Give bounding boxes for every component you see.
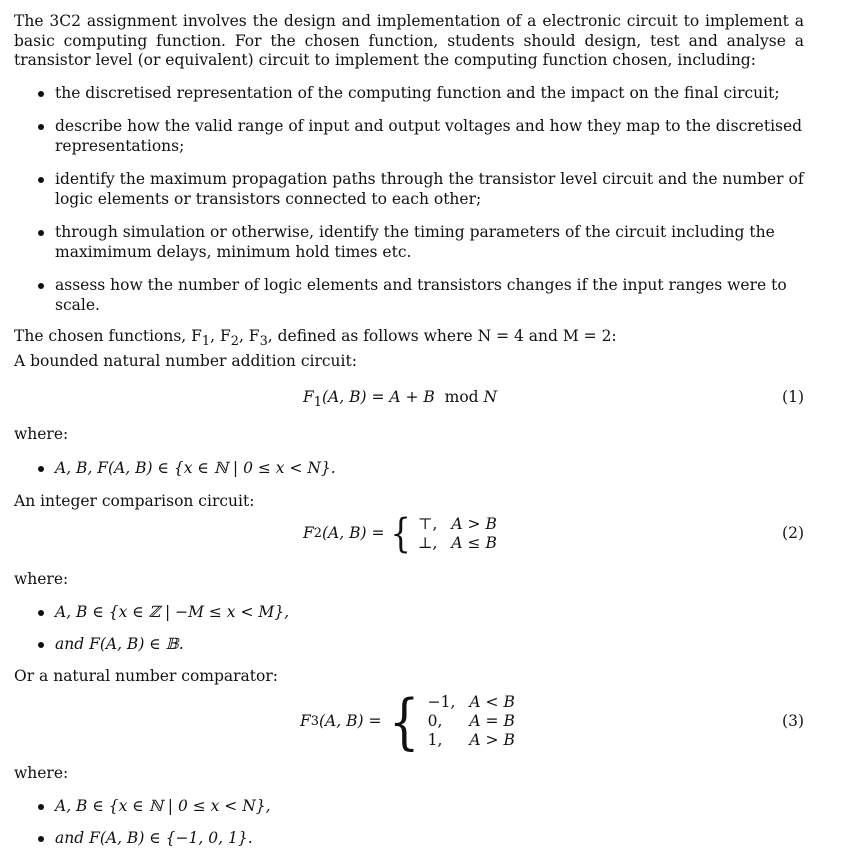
addition-intro: A bounded natural number addition circuit: [14,351,357,370]
left-brace: { [390,510,412,557]
functions-intro: The chosen functions, $F_1$, $F_2$, $F_3$, defined as follows where N = 4 and M = 2: [14,327,617,350]
where-list [14,797,804,848]
where-list [14,459,804,479]
intro-paragraph: The 3C2 assignment involves the design and implementation of a electronic circuit to implement a basic computing function. For the chosen function, students should design, test and analyse a transistor level (or equivalent) circuit to implement the computing function chosen, including: [14,12,804,69]
equation-number: (3) [782,711,804,730]
equation-2: F 2 (A, B) = { ⊤, A > B ⊥, A ≤ B (2) [303,510,804,557]
condition-item: and F(A, B) ∈ {−1, 0, 1}. [14,829,804,849]
assignment-document [14,12,804,848]
integer-comparison-intro: An integer comparison circuit: [14,492,255,511]
condition-item: and F(A, B) ∈ 𝔹. [14,635,804,655]
requirement-item: through simulation or otherwise, identify the timing parameters of the circuit including the maximimum delays, minimum hold times etc. [14,223,804,262]
requirement-item: the discretised representation of the computing function and the impact on the final circuit; [14,84,804,104]
equation-number: (1) [782,388,804,407]
equation-1: $F_1(A$, B) = A + B mod N (1) [303,388,804,411]
equation-number: (2) [782,523,804,542]
requirement-item: assess how the number of logic elements and transistors changes if the input ranges were to scale. [14,276,804,315]
where-label: where: [14,425,69,444]
condition-item: A, B ∈ {x ∈ ℤ | −M ≤ x < M}, [14,603,804,623]
where-label: where: [14,763,69,782]
condition-item: A, B, F(A, B) ∈ {x ∈ ℕ | 0 ≤ x < N}. [14,459,804,479]
natural-comparator-intro: Or a natural number comparator: [14,667,278,686]
where-list [14,603,804,654]
where-label: where: [14,569,69,588]
requirement-item: describe how the valid range of input and output voltages and how they map to the discretised representations; [14,117,804,156]
requirement-item: identify the maximum propagation paths through the transistor level circuit and the number of logic elements or transistors connected to each other; [14,170,804,209]
equation-3: F 3 (A, B) = { −1, A < B 0, A = B 1, A > B (3) [300,686,804,757]
left-brace: { [389,686,420,757]
requirements-list [14,84,804,316]
condition-item: A, B ∈ {x ∈ ℕ | 0 ≤ x < N}, [14,797,804,817]
